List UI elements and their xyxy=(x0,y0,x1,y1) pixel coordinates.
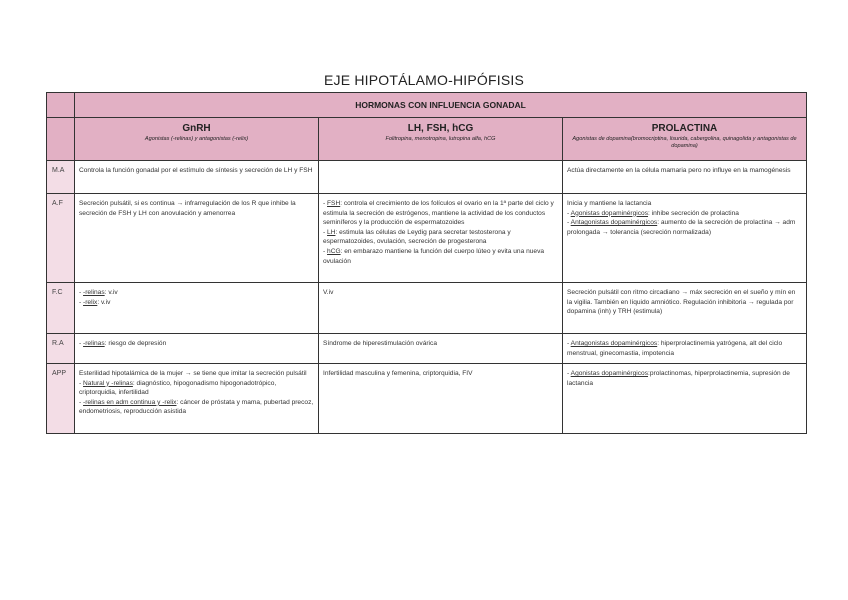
table-row xyxy=(47,334,807,364)
row-label: APP xyxy=(47,364,75,434)
cell-gnrh: Secreción pulsátil, si es continua → infrarregulación de los R que inhibe la secreción de FSH y LH con anovulación y amenorrea xyxy=(75,194,319,283)
column-name: GnRH xyxy=(182,123,211,134)
column-header-prolactina xyxy=(563,118,807,161)
cell-lh: V.iv xyxy=(319,283,563,334)
table-row xyxy=(47,194,807,283)
corner-cell xyxy=(47,93,75,118)
cell-lh xyxy=(319,161,563,194)
table-row xyxy=(47,161,807,194)
list-item: - -relinas en adm continua y -relix: cáncer de próstata y mama, pubertad precoz, endometriosis, reproducción asistida xyxy=(79,398,314,416)
list-item: Esterilidad hipotalámica de la mujer → se tiene que imitar la secreción pulsátil xyxy=(79,370,307,377)
column-header-gnrh xyxy=(75,118,319,161)
row-label: A.F xyxy=(47,194,75,283)
cell-lh: Síndrome de hiperestimulación ovárica xyxy=(319,334,563,364)
row-label: F.C xyxy=(47,283,75,334)
corner-cell xyxy=(47,118,75,161)
list-item: - -relinas: v.iv xyxy=(79,289,118,296)
cell-gnrh: Controla la función gonadal por el estímulo de síntesis y secreción de LH y FSH xyxy=(75,161,319,194)
cell-prolactina xyxy=(563,194,807,283)
list-item: - LH: estimula las células de Leydig para secretar testosterona y espermatozoides, ovulación, secreción de progesterona xyxy=(323,228,511,246)
column-subtitle: Agonistas de dopamina(bromocriptina, lisurida, cabergolina, quinagolida y antagonistas de dopamina) xyxy=(572,136,797,149)
column-subtitle: Folitropina, menotropina, lutropina alfa, hCG xyxy=(385,136,496,142)
column-name: PROLACTINA xyxy=(651,123,718,134)
table-row xyxy=(47,283,807,334)
page-title: EJE HIPOTÁLAMO-HIPÓFISIS xyxy=(323,72,525,88)
row-label: M.A xyxy=(47,161,75,194)
cell-gnrh: - -relinas: riesgo de depresión xyxy=(75,334,319,364)
cell-prolactina: - Antagonistas dopaminérgicos: hiperprolactinemia yatrógena, alt del ciclo menstrual, ginecomastia, impotencia xyxy=(563,334,807,364)
cell-lh: Infertilidad masculina y femenina, criptorquidia, FIV xyxy=(319,364,563,434)
hormones-table xyxy=(46,92,807,434)
cell-gnrh xyxy=(75,364,319,434)
list-item: - Natural y -relinas: diagnóstico, hipogonadismo hipogonadotrópico, criptorquidia, infertilidad xyxy=(79,379,277,397)
column-name: LH, FSH, hCG xyxy=(407,123,474,134)
cell-prolactina: - Agonistas dopaminérgicos:prolactinomas, hiperprolactinemia, supresión de lactancia xyxy=(563,364,807,434)
list-item: - FSH: controla el crecimiento de los folículos el ovario en la 1ª parte del ciclo y estimula la secreción de estrógenos, mantiene la actividad de los conductos seminíferos y la producción de espermatozoides xyxy=(323,200,554,227)
column-header-lh-fsh-hcg xyxy=(319,118,563,161)
cell-prolactina: Secreción pulsátil con ritmo circadiano → máx secreción en el sueño y mín en la vigilia. También en líquido amniótico. Regulación inhibitoria → regulada por dopamina (inh) y TRH (estimula) xyxy=(563,283,807,334)
cell-prolactina: Actúa directamente en la célula mamaria pero no influye en la mamogénesis xyxy=(563,161,807,194)
column-subtitle: Agonistas (-relinas) y antagonistas (-relix) xyxy=(144,136,249,142)
table-row xyxy=(47,364,807,434)
list-item: - Agonistas dopaminérgicos: inhibe secreción de prolactina xyxy=(567,209,739,217)
list-item: Inicia y mantiene la lactancia xyxy=(567,200,652,207)
row-label: R.A xyxy=(47,334,75,364)
cell-gnrh xyxy=(75,283,319,334)
list-item: - Antagonistas dopaminérgicos: aumento de la secreción de prolactina → adm prolongada → tolerancia (secreción normalizada) xyxy=(567,219,796,236)
list-item: - -relix: v.iv xyxy=(79,298,111,306)
section-header: HORMONAS CON INFLUENCIA GONADAL xyxy=(75,93,807,118)
cell-lh xyxy=(319,194,563,283)
list-item: - hCG: en embarazo mantiene la función del cuerpo lúteo y evita una nueva ovulación xyxy=(323,247,545,265)
